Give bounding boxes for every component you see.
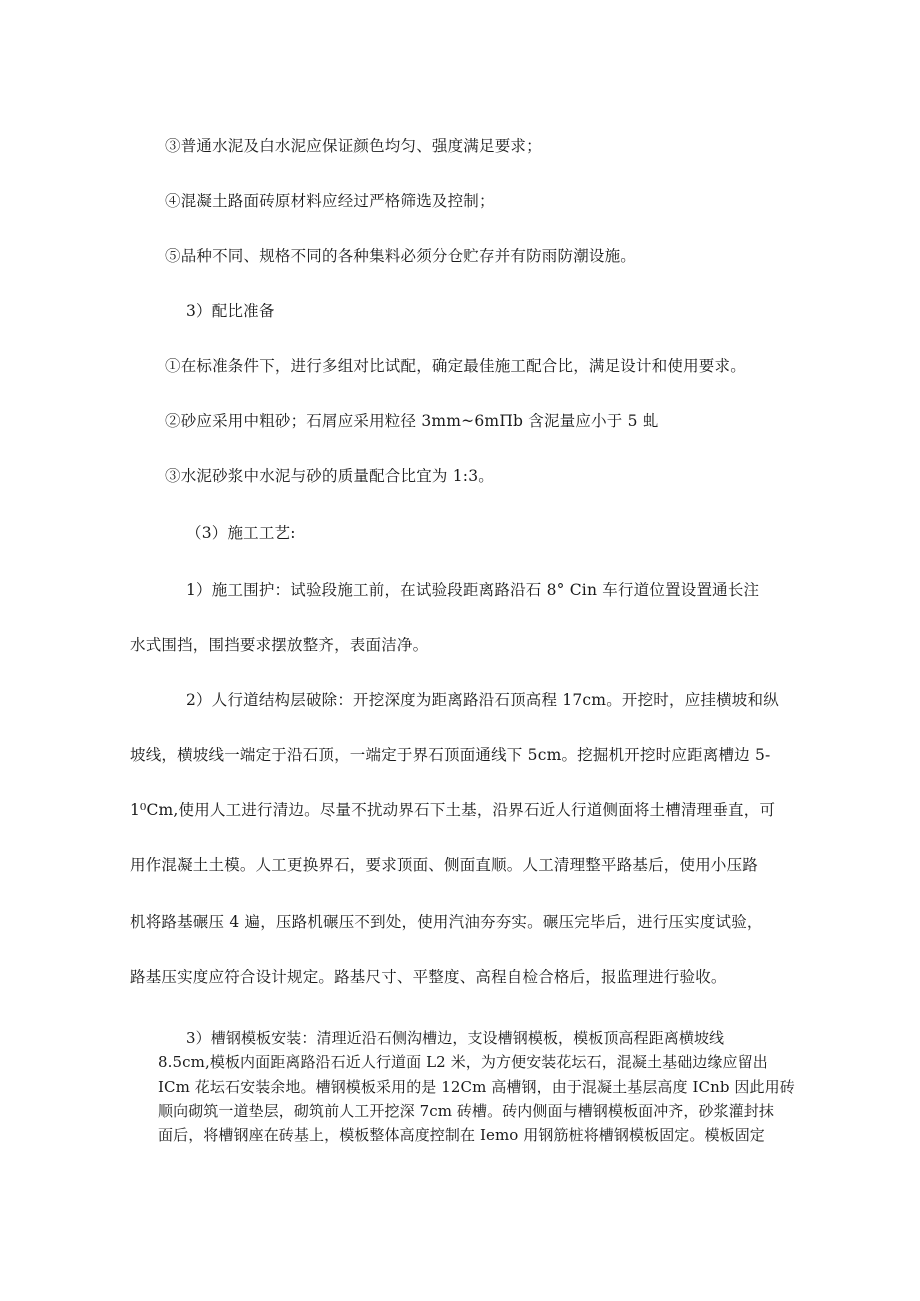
paragraph-demolition-line-5: 机将路基碾压 4 遍，压路机碾压不到处，使用汽油夯夯实。碾压完毕后，进行压实度试验， [130,913,763,931]
paragraph-demolition-line-3: 1⁰Cm,使用人工进行清边。尽量不扰动界石下土基，沿界石近人行道侧面将土槽清理垂直，可 [130,801,776,819]
list-item-trial-mix: ①在标准条件下，进行多组对比试配，确定最佳施工配合比，满足设计和使用要求。 [165,357,746,375]
paragraph-enclosure-line-2: 水式围挡，围挡要求摆放整齐，表面洁净。 [130,636,429,654]
list-item-sand-spec: ②砂应采用中粗砂；石屑应采用粒径 3mm~6mΠb 含泥量应小于 5 虬 [165,412,659,430]
section-heading-mix-preparation: 3）配比准备 [186,302,275,320]
paragraph-demolition-line-6: 路基压实度应符合设计规定。路基尺寸、平整度、高程自检合格后，报监理进行验收。 [130,968,727,986]
list-item-mortar-ratio: ③水泥砂浆中水泥与砂的质量配合比宜为 1:3。 [165,467,494,485]
list-item-cement-color: ③普通水泥及白水泥应保证颜色均匀、强度满足要求； [165,137,542,155]
paragraph-demolition-line-2: 坡线，横坡线一端定于沿石顶，一端定于界石顶面通线下 5cm。挖掘机开挖时应距离槽边 5- [130,746,771,764]
paragraph-formwork-line-5: 面后，将槽钢座在砖基上，模板整体高度控制在 Iemo 用钢筋桩将槽钢模板固定。模板固定 [158,1126,765,1145]
paragraph-formwork-line-3: ICm 花坛石安装余地。槽钢模板采用的是 12Cm 高槽钢，由于混凝土基层高度 ICnb 因此用砖 [158,1077,795,1096]
paragraph-demolition-line-1: 2）人行道结构层破除：开挖深度为距离路沿石顶高程 17cm。开挖时，应挂横坡和纵 [186,691,779,709]
paragraph-enclosure-line-1: 1）施工围护：试验段施工前，在试验段距离路沿石 8° Cin 车行道位置设置通长注 [186,581,760,599]
paragraph-formwork-line-1: 3）槽钢模板安装：清理近沿石侧沟槽边，支设槽钢模板，模板顶高程距离横坡线 [186,1029,725,1047]
list-item-aggregate-storage: ⑤品种不同、规格不同的各种集料必须分仓贮存并有防雨防潮设施。 [165,247,637,265]
paragraph-formwork [158,1026,814,1147]
section-heading-construction-process: （3）施工工艺: [186,524,296,542]
list-item-brick-material: ④混凝土路面砖原材料应经过严格筛选及控制； [165,192,495,210]
paragraph-formwork-line-4: 顺向砌筑一道垫层，砌筑前人工开挖深 7cm 砖槽。砖内侧面与槽钢模板面冲齐，砂浆灌封抹 [158,1101,775,1120]
paragraph-demolition-line-4: 用作混凝土土模。人工更换界石，要求顶面、侧面直顺。人工清理整平路基后，使用小压路 [130,856,759,874]
paragraph-formwork-line-2: 8.5cm,模板内面距离路沿石近人行道面 L2 米，为方便安装花坛石，混凝土基础边缘应留出 [158,1053,768,1072]
